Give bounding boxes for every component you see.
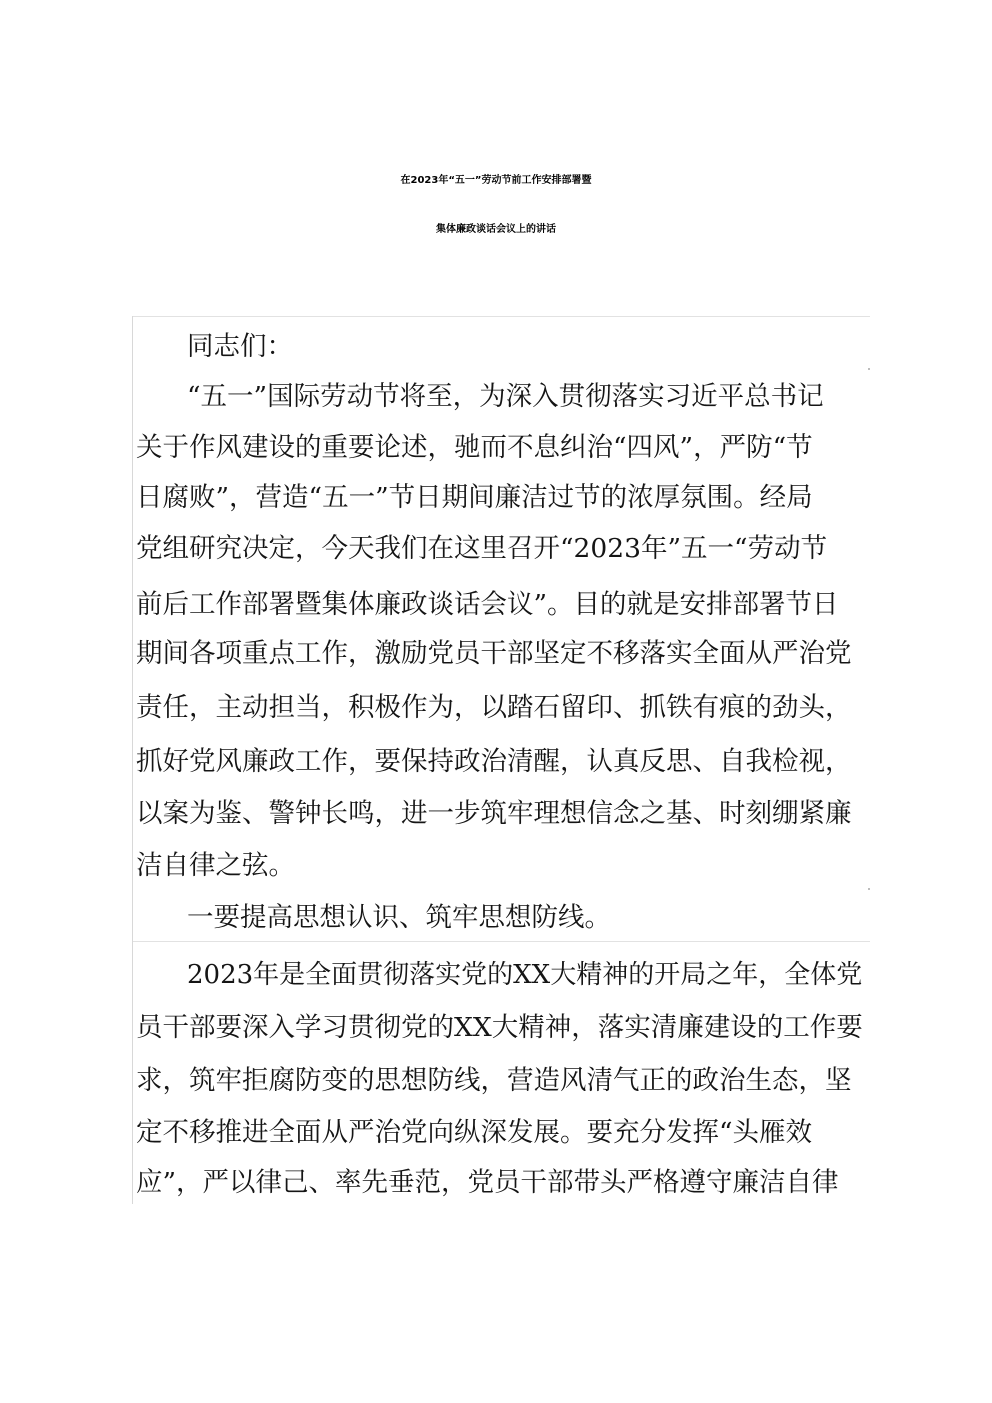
- paragraph-line: 应”，严以律己、率先垂范，党员干部带头严格遵守廉洁自律: [136, 1167, 839, 1198]
- document-title-line-2: 集体廉政谈话会议上的讲话: [436, 224, 556, 235]
- paragraph-line: “五一”国际劳动节将至，为深入贯彻落实习近平总书记: [187, 381, 824, 412]
- frame-marker: [868, 368, 870, 370]
- frame-divider: [133, 941, 870, 942]
- paragraph-line: 定不移推进全面从严治党向纵深发展。要充分发挥“头雁效: [136, 1117, 813, 1148]
- paragraph-line: 前后工作部署暨集体廉政谈话会议”。目的就是安排部署节日: [136, 589, 839, 620]
- section-heading: 一要提高思想认识、筑牢思想防线。: [187, 902, 611, 933]
- salutation: 同志们：: [187, 331, 293, 362]
- paragraph-line: 日腐败”，营造“五一”节日期间廉洁过节的浓厚氛围。经局: [136, 482, 813, 513]
- frame-left-border: [132, 316, 133, 1204]
- frame-marker: [868, 888, 870, 890]
- paragraph-line: 责任，主动担当，积极作为，以踏石留印、抓铁有痕的劲头，: [136, 692, 852, 723]
- paragraph-line: 关于作风建设的重要论述，驰而不息纠治“四风”，严防“节: [136, 432, 813, 463]
- document-title-line-1: 在2023年“五一”劳动节前工作安排部署暨: [400, 175, 592, 186]
- paragraph-line: 党组研究决定，今天我们在这里召开“2023年”五一“劳动节: [136, 533, 828, 564]
- paragraph-line: 洁自律之弦。: [136, 850, 295, 881]
- paragraph-line: 抓好党风廉政工作，要保持政治清醒，认真反思、自我检视，: [136, 746, 852, 777]
- paragraph-line: 求，筑牢拒腐防变的思想防线，营造风清气正的政治生态，坚: [136, 1065, 852, 1096]
- paragraph-line: 2023年是全面贯彻落实党的XX大精神的开局之年，全体党: [187, 960, 863, 990]
- frame-top-border: [133, 316, 870, 317]
- paragraph-line: 期间各项重点工作，激励党员干部坚定不移落实全面从严治党: [136, 638, 852, 669]
- paragraph-line: 员干部要深入学习贯彻党的XX大精神，落实清廉建设的工作要: [136, 1012, 863, 1043]
- paragraph-line: 以案为鉴、警钟长鸣，进一步筑牢理想信念之基、时刻绷紧廉: [136, 798, 852, 829]
